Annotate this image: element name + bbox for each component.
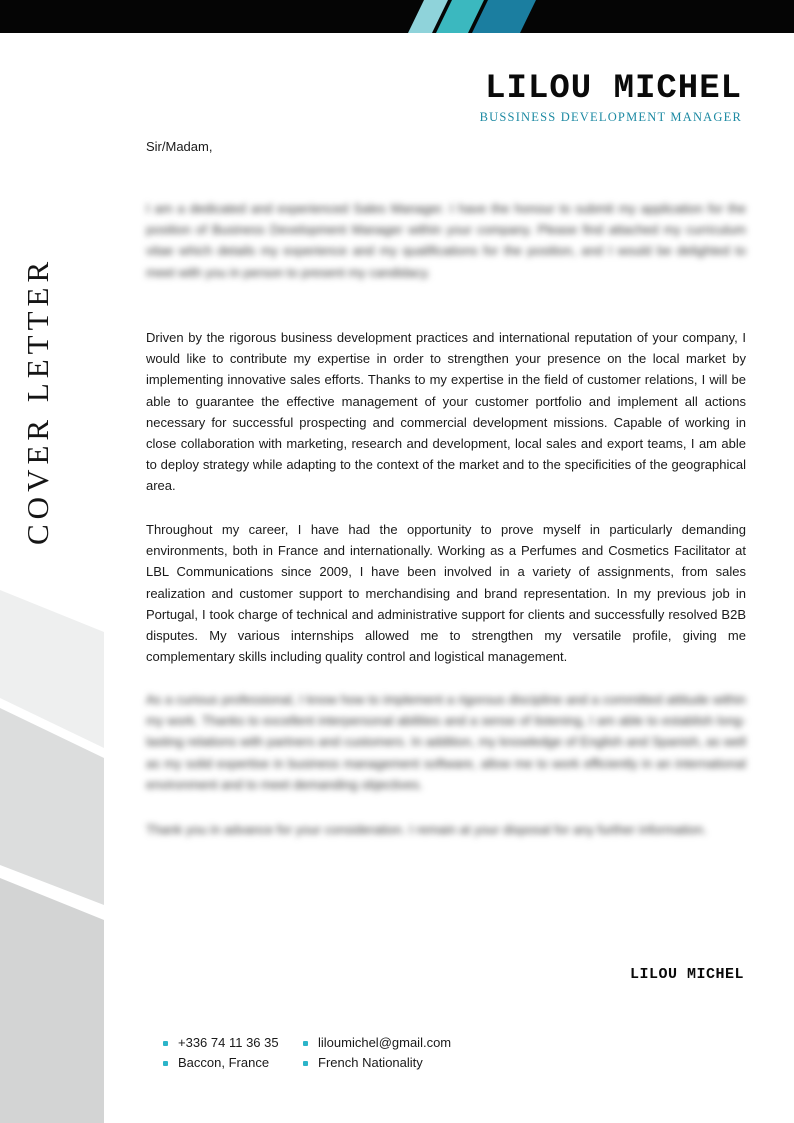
- phone-text: +336 74 11 36 35: [178, 1035, 279, 1050]
- job-title: BUSSINESS DEVELOPMENT MANAGER: [479, 110, 742, 124]
- stripe-dark: [472, 0, 536, 33]
- bullet-icon: [303, 1061, 308, 1066]
- contact-email: [300, 1033, 451, 1053]
- bullet-icon: [163, 1041, 168, 1046]
- contact-phone: [160, 1033, 279, 1053]
- location-text: Baccon, France: [178, 1055, 270, 1070]
- cover-letter-title: COVER LETTER: [20, 256, 55, 545]
- signature: LILOU MICHEL: [629, 966, 744, 983]
- paragraph-experience: Throughout my career, I have had the opportunity to prove myself in particularly demanding environments, both in France and internationally. Working as a Perfumes and Cosmetics Facilitator at LBL Communications since 2009, I have been involved in a variety of assignments, from sales realization and customer support to merchandising and brand representation. In my previous job in Portugal, I took charge of technical and administrative support for clients and successfully resolved B2B disputes. My various internships allowed me to strengthen my versatile profile, giving me complementary skills including quality control and logistical management.: [146, 522, 746, 665]
- paragraph-closing: Thank you in advance for your consideration. I remain at your disposal for any further information.: [146, 822, 707, 837]
- salutation: Sir/Madam,: [146, 139, 213, 154]
- side-decoration: [0, 560, 120, 1123]
- applicant-name: LILOU MICHEL: [485, 70, 742, 108]
- paragraph-motivation: Driven by the rigorous business development practices and international reputation of your company, I would like to contribute my expertise in order to strengthen your presence on the local market by implementing innovative sales efforts. Thanks to my expertise in the field of customer relations, I will be able to guarantee the effective management of your customer portfolio and implement all actions necessary for successful prospecting and commercial development missions. Capable of working in close collaboration with marketing, research and development, local sales and export teams, I am able to deploy strategy while adapting to the context of the market and to the specificities of the geographical area.: [146, 330, 746, 494]
- email-text: liloumichel@gmail.com: [318, 1035, 452, 1050]
- contact-column-left: [160, 1033, 279, 1073]
- nationality-text: French Nationality: [318, 1055, 423, 1070]
- header-stripes: [0, 0, 794, 40]
- bullet-icon: [163, 1061, 168, 1066]
- contact-nationality: [300, 1053, 451, 1073]
- side-panel-bottom: [0, 878, 104, 1123]
- bullet-icon: [303, 1041, 308, 1046]
- paragraph-intro: I am a dedicated and experienced Sales Manager. I have the honour to submit my application for the position of Business Development Manager within your company. Please find attached my curriculum vitae which details my experience and my qualifications for the position, and I would be delighted to meet with you in person to present my candidacy.: [146, 201, 746, 280]
- contact-column-right: [300, 1033, 451, 1073]
- contact-location: [160, 1053, 279, 1073]
- paragraph-qualities: As a curious professional, I know how to implement a rigorous discipline and a committed attitude within my work. Thanks to excellent interpersonal abilities and a sense of listening, I am able to establish long-lasting relations with partners and customers. In addition, my knowledge of English and Spanish, as well as my solid expertise in business management software, allow me to work efficiently in an international environment and to meet demanding objectives.: [146, 692, 746, 792]
